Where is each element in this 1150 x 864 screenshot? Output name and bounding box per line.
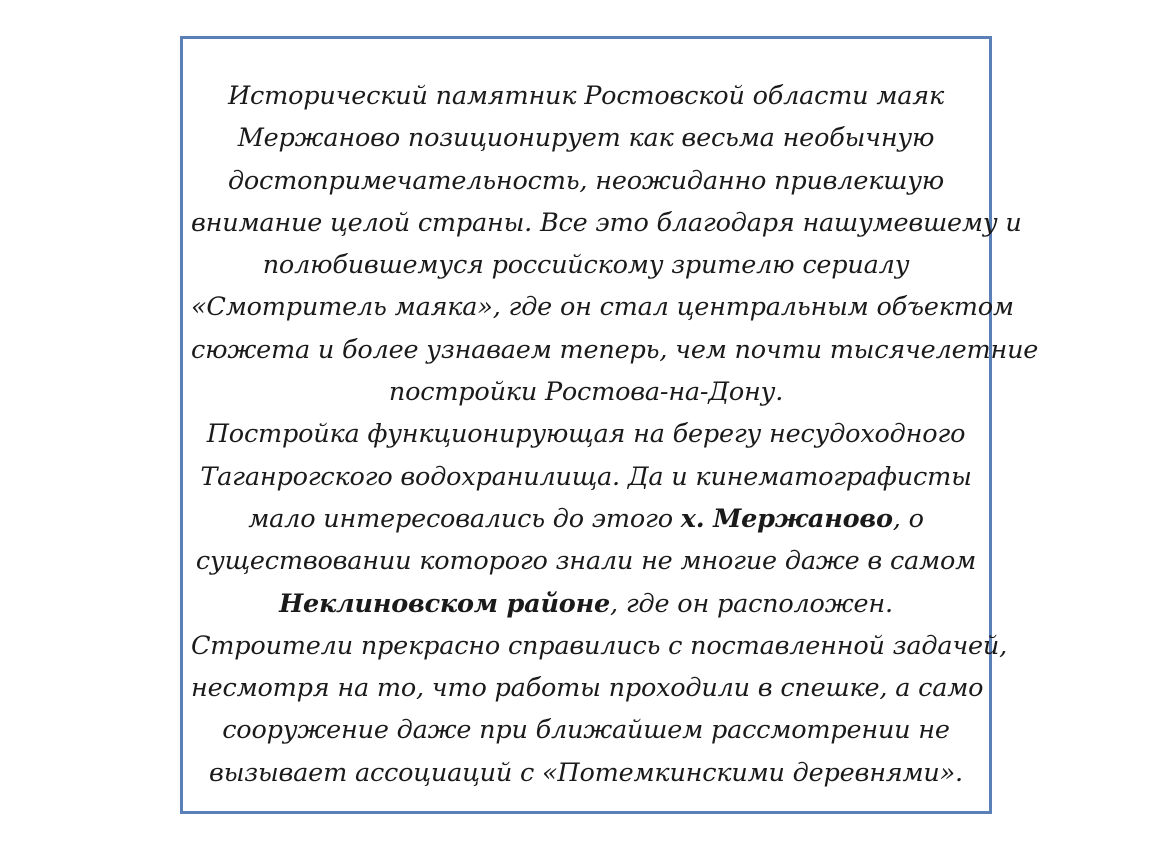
text-fragment: достопримечательность, неожиданно привлекшую: [227, 165, 945, 196]
text-fragment: мало интересовались до этого: [248, 503, 681, 534]
text-fragment: существовании которого знали не многие даже в самом: [195, 546, 977, 577]
text-fragment: вызывает ассоциаций с «Потемкинскими деревнями».: [209, 757, 963, 788]
text-line: [191, 498, 981, 540]
text-line: [191, 709, 981, 751]
text-line: [191, 540, 981, 582]
text-line: [191, 456, 981, 498]
bold-text-fragment: х. Мержаново: [680, 503, 893, 534]
text-line: [191, 75, 981, 117]
text-line: [191, 752, 981, 794]
text-fragment: Исторический памятник Ростовской области маяк: [228, 81, 944, 111]
text-line: [191, 583, 981, 625]
text-fragment: несмотря на то, что работы проходили в спешке, а само: [191, 673, 984, 704]
text-line: [191, 202, 1022, 244]
text-line: [191, 286, 1014, 328]
text-line: [191, 413, 981, 455]
bold-text-fragment: Неклиновском районе: [279, 588, 611, 619]
text-line: [191, 667, 984, 709]
text-fragment: Таганрогского водохранилища. Да и кинематографисты: [200, 461, 972, 492]
text-fragment: сюжета и более узнаваем теперь, чем почти тысячелетние: [191, 334, 1039, 365]
text-line: [191, 371, 981, 413]
text-line: [191, 625, 1008, 667]
text-fragment: , о: [892, 503, 924, 534]
text-fragment: Строители прекрасно справились с поставленной задачей,: [191, 630, 1008, 661]
text-frame: [180, 36, 1039, 814]
text-line: [191, 329, 1039, 371]
text-fragment: , где он расположен.: [610, 588, 893, 619]
body-text: [191, 75, 1039, 794]
text-fragment: Постройка функционирующая на берегу несудоходного: [206, 419, 966, 450]
text-line: [191, 117, 981, 159]
text-fragment: сооружение даже при ближайшем рассмотрении не: [222, 715, 950, 746]
text-fragment: «Смотритель маяка», где он стал центральным объектом: [191, 292, 1014, 323]
text-line: [191, 160, 981, 202]
text-fragment: постройки Ростова-на-Дону.: [388, 377, 784, 408]
text-fragment: Мержаново позиционирует как весьма необычную: [237, 123, 935, 154]
text-fragment: полюбившемуся российскому зрителю сериалу: [262, 250, 910, 281]
text-fragment: внимание целой страны. Все это благодаря нашумевшему и: [191, 207, 1022, 238]
text-line: [191, 244, 981, 286]
